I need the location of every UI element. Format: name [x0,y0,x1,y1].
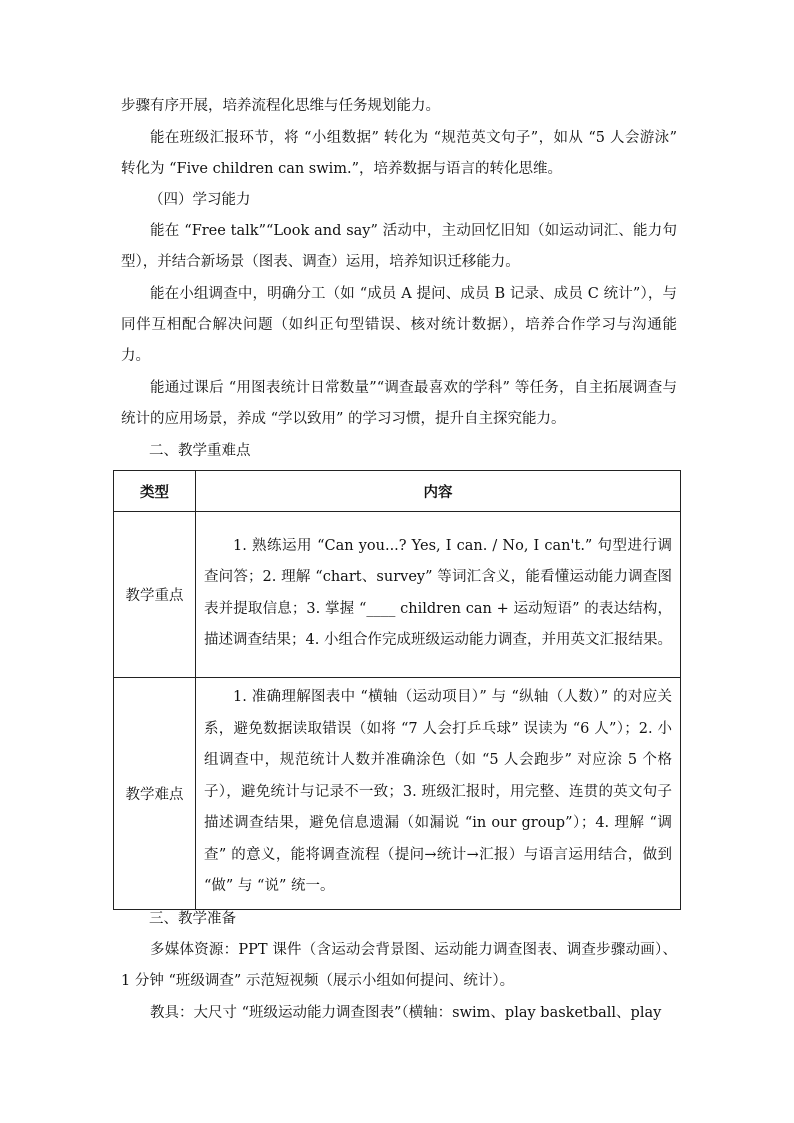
row-type-key-points: 教学重点 [114,512,196,678]
subheading-learning-ability: （四）学习能力 [149,192,251,208]
table-row [114,512,681,678]
table-header-row [114,471,681,512]
paragraph-knowledge-transfer: 能在 “Free talk”“Look and say” 活动中，主动回忆旧知（如运动词汇、能力句型），并结合新场景（图表、调查）运用，培养知识迁移能力。 [121,223,677,270]
row-content-cell [196,678,681,910]
header-type: 类型 [114,471,196,512]
paragraph-data-language: 能在班级汇报环节，将 “小组数据” 转化为 “规范英文句子”，如从 “5 人会游泳” 转化为 “Five children can swim.”，培养数据与语言的转化思维。 [121,130,677,177]
section-title-preparation: 三、教学准备 [149,911,236,927]
row-content-cell [196,512,681,678]
header-content: 内容 [196,471,681,512]
row-content-difficult-points: 1. 准确理解图表中 “横轴（运动项目）” 与 “纵轴（人数）” 的对应关系，避免数据读取错误（如将 “7 人会打乒乓球” 误读为 “6 人”）；2. 小组调查中，规范统计人数并准确涂色（如 “5 人会跑步” 对应涂 5 个格子），避免统计与记录不一致；3. 班级汇报时，用完整、连贯的英文句子描述调查结果，避免信息遗漏（如漏说 “in our group”）；4. 理解 “调查” 的意义，能将调查流程（提问→统计→汇报）与语言运用结合，做到 “做” 与 “说” 统一。 [204,689,672,894]
paragraph-teaching-aids: 教具：大尺寸 “班级运动能力调查图表”（横轴：swim、play basketball、play [150,1005,662,1021]
table-row [114,678,681,910]
paragraph-process-thinking: 步骤有序开展，培养流程化思维与任务规划能力。 [121,98,440,114]
key-difficult-points-table [113,470,681,910]
paragraph-multimedia-resources: 多媒体资源：PPT 课件（含运动会背景图、运动能力调查图表、调查步骤动画）、1 分钟 “班级调查” 示范短视频（展示小组如何提问、统计）。 [121,942,677,989]
paragraph-cooperative-learning: 能在小组调查中，明确分工（如 “成员 A 提问、成员 B 记录、成员 C 统计”），与同伴互相配合解决问题（如纠正句型错误、核对统计数据），培养合作学习与沟通能力。 [121,286,677,364]
paragraph-self-exploration: 能通过课后 “用图表统计日常数量”“调查最喜欢的学科” 等任务，自主拓展调查与统计的应用场景，养成 “学以致用” 的学习习惯，提升自主探究能力。 [121,380,677,427]
row-content-key-points: 1. 熟练运用 “Can you...? Yes, I can. / No, I can't.” 句型进行调查问答；2. 理解 “chart、survey” 等词汇含义，能看懂运动能力调查图表并提取信息；3. 掌握 “____ children can + 运动短语” 的表达结构，描述调查结果；4. 小组合作完成班级运动能力调查，并用英文汇报结果。 [204,537,672,648]
section-title-key-points: 二、教学重难点 [149,443,251,459]
row-type-difficult-points: 教学难点 [114,678,196,910]
